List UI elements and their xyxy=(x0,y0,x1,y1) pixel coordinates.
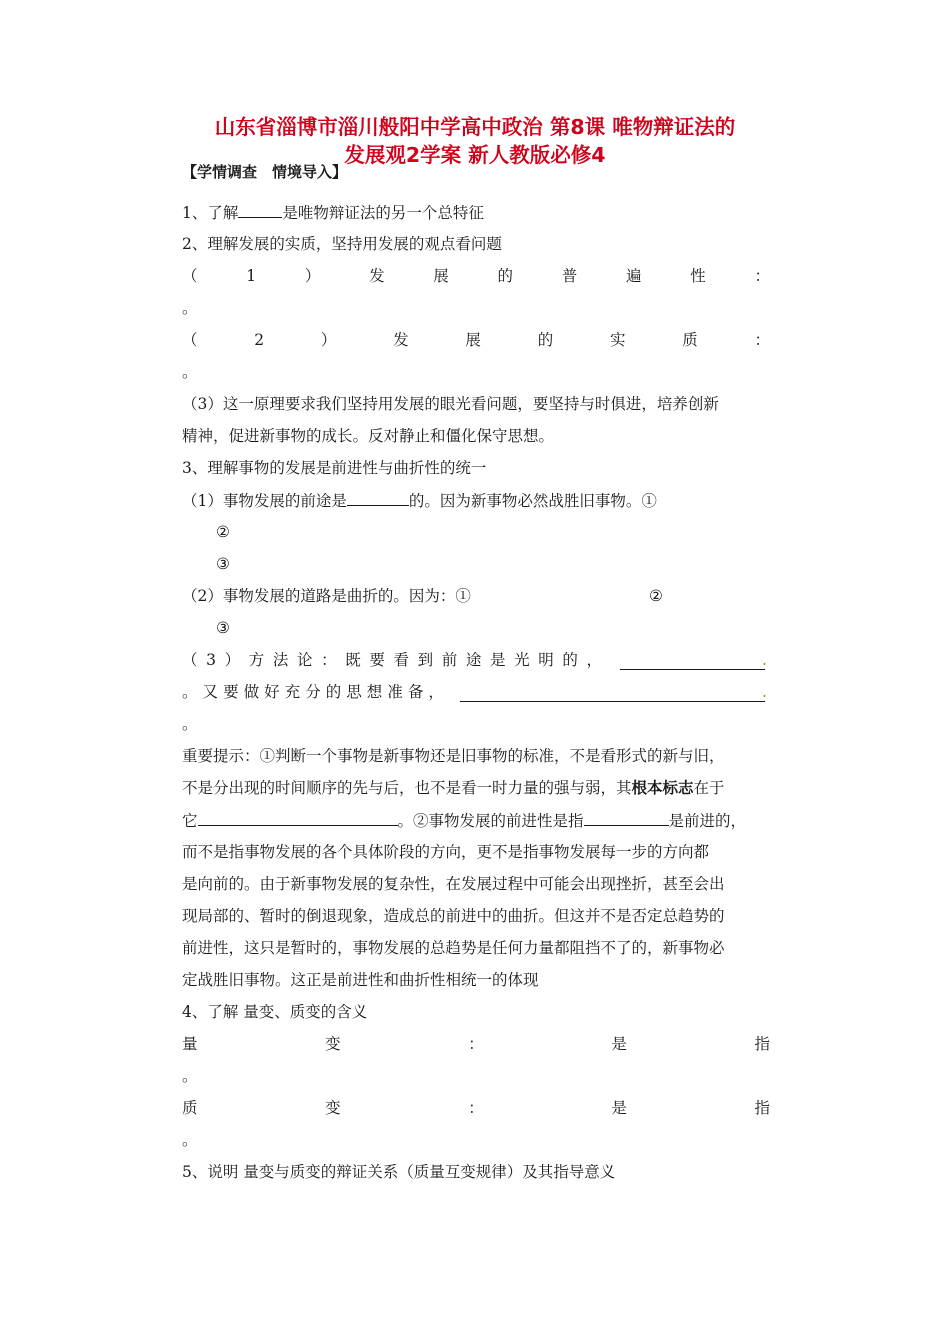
tip-blank1[interactable] xyxy=(198,809,398,826)
q3-p3-end: 。 xyxy=(182,715,198,733)
q3-part3-line2 xyxy=(182,681,770,703)
q3-p3-line1-char: 明 xyxy=(538,651,554,669)
q2-item2-char: （ xyxy=(182,331,198,349)
q3-p3-line2-char: 充 xyxy=(284,683,301,701)
q2-item1 xyxy=(182,265,770,287)
q2-item1-char: 展 xyxy=(433,267,449,285)
q1-prefix: 1、了解 xyxy=(182,204,239,222)
tip-line6: 现局部的、暂时的倒退现象，造成总的前进中的曲折。但这并不是否定总趋势的 xyxy=(182,907,725,925)
tip-line2-pre: 不是分出现的时间顺序的先与后，也不是看一时力量的强与弱，其 xyxy=(182,779,632,797)
document-title-line2: 发展观2学案 新人教版必修4 xyxy=(344,143,606,167)
q4-liangbian xyxy=(182,1033,770,1055)
q3-p3-blank2[interactable] xyxy=(460,685,765,702)
q3-p3-line1-char: ： xyxy=(321,651,337,669)
q2-item1-char: ） xyxy=(304,267,321,285)
q3-p3-line2-char: 备 xyxy=(407,683,424,701)
q3-p3-line2-char: 。 xyxy=(182,683,198,701)
q4-liang-char: ： xyxy=(468,1035,484,1053)
q3-p3-line2-char: 思 xyxy=(346,683,362,701)
document-title-line1: 山东省淄博市淄川般阳中学高中政治 第8课 唯物辩证法的 xyxy=(214,115,736,139)
q2-item2 xyxy=(182,329,770,351)
tip-line5: 是向前的。由于新事物发展的复杂性，在发展过程中可能会出现挫折，甚至会出 xyxy=(182,875,725,893)
q2-item2-end: 。 xyxy=(182,363,198,381)
q3-p3-blank1[interactable] xyxy=(620,653,765,670)
q1-blank[interactable] xyxy=(238,201,282,218)
q3-p3-line1-char: 论 xyxy=(296,651,313,669)
question-4-title: 4、了解 量变、质变的含义 xyxy=(182,1003,368,1021)
q3-p3-line2-char: 要 xyxy=(223,683,239,701)
question-3-title: 3、理解事物的发展是前进性与曲折性的统一 xyxy=(182,459,487,477)
question-5-title: 5、说明 量变与质变的辩证关系（质量互变规律）及其指导意义 xyxy=(182,1163,616,1181)
q4-liang-char: 指 xyxy=(754,1035,770,1053)
q3-p1-prefix: （1）事物发展的前途是 xyxy=(182,492,347,510)
q3-p3-line1-char: 途 xyxy=(465,651,482,669)
q4-zhibian-end: 。 xyxy=(182,1131,198,1149)
q2-item1-char: 普 xyxy=(561,267,578,285)
q4-liang-char: 是 xyxy=(611,1035,627,1053)
q4-zhi-char: ： xyxy=(468,1099,484,1117)
q3-p3-line2-char: ， xyxy=(428,683,444,701)
tip-line1: 重要提示：①判断一个事物是新事物还是旧事物的标准，不是看形式的新与旧， xyxy=(182,747,725,765)
section-heading: 【学情调查 情境导入】 xyxy=(182,163,348,181)
tip-line4: 而不是指事物发展的各个具体阶段的方向，更不是指事物发展每一步的方向都 xyxy=(182,843,710,861)
q3-p2-circle3: ③ xyxy=(216,619,230,637)
tip-line3-a: 它 xyxy=(182,812,198,830)
tip-root-mark: 根本标志 xyxy=(631,779,694,797)
tip-line3-c: 是前进的， xyxy=(668,812,747,830)
q2-item1-char: 性 xyxy=(690,267,706,285)
q3-p3-line2-char: 的 xyxy=(325,683,342,701)
q3-p3-line2-char: 分 xyxy=(305,683,321,701)
q2-item1-char: 遍 xyxy=(626,267,642,285)
q4-liang-char: 变 xyxy=(325,1035,341,1053)
tip-line3 xyxy=(182,809,770,832)
q3-p3-line1-char: 方 xyxy=(248,651,265,669)
tip-line3-b: 。②事物发展的前进性是指 xyxy=(397,812,584,830)
q2-item1-char: 发 xyxy=(369,267,385,285)
q2-item2-char: 的 xyxy=(537,331,554,349)
q3-p1-suffix: 的。因为新事物必然战胜旧事物。① xyxy=(408,492,657,510)
question-2-title: 2、理解发展的实质，坚持用发展的观点看问题 xyxy=(182,235,502,253)
q2-item2-char: 2 xyxy=(254,331,265,349)
q1-suffix: 是唯物辩证法的另一个总特征 xyxy=(282,204,484,222)
q3-p3-line1-char: 3 xyxy=(206,651,216,669)
q3-p3-line1-char: 前 xyxy=(441,651,458,669)
q3-p3-line1-char: ， xyxy=(586,651,602,669)
q3-p3-line1-char: （ xyxy=(182,651,198,669)
q4-zhi-char: 指 xyxy=(754,1099,770,1117)
q4-liangbian-end: 。 xyxy=(182,1067,198,1085)
q3-p3-line2-char: 想 xyxy=(366,683,383,701)
q3-p3-line1-char: 既 xyxy=(345,651,361,669)
tip-line7: 前进性，这只是暂时的，事物发展的总趋势是任何力量都阻挡不了的，新事物必 xyxy=(182,939,725,957)
q2-item2-char: ： xyxy=(754,331,770,349)
q3-p3-line1-char: 法 xyxy=(272,651,289,669)
tip-line2 xyxy=(182,777,770,799)
q3-p2-prefix: （2）事物发展的道路是曲折的。因为：① xyxy=(182,587,471,605)
tip-line8: 定战胜旧事物。这正是前进性和曲折性相统一的体现 xyxy=(182,971,539,989)
q4-zhibian xyxy=(182,1097,770,1119)
q4-liang-char: 量 xyxy=(182,1035,198,1053)
q2-item1-end: 。 xyxy=(182,299,198,317)
q2-item3-line1: （3）这一原理要求我们坚持用发展的眼光看问题，要坚持与时俱进，培养创新 xyxy=(182,395,719,413)
q2-item2-char: 发 xyxy=(393,331,409,349)
q3-p3-line1-char: 是 xyxy=(489,651,506,669)
q3-p1-blank[interactable] xyxy=(347,489,409,506)
q3-p3-line2-char: 做 xyxy=(243,683,260,701)
q2-item2-char: 实 xyxy=(609,331,626,349)
tip-blank2[interactable] xyxy=(584,809,669,826)
question-1 xyxy=(182,201,770,224)
q3-p3-mark1: . xyxy=(762,651,767,669)
q3-p3-line1-char: 要 xyxy=(369,651,385,669)
q3-p3-line1-char: 到 xyxy=(417,651,434,669)
q3-part2 xyxy=(182,585,770,607)
q3-p2-circle2: ② xyxy=(649,587,663,605)
q3-p3-mark2: . xyxy=(762,683,767,701)
q2-item2-char: 质 xyxy=(682,331,698,349)
q4-zhi-char: 变 xyxy=(325,1099,341,1117)
q3-p1-circle3: ③ xyxy=(216,555,230,573)
q2-item3-line2: 精神，促进新事物的成长。反对静止和僵化保守思想。 xyxy=(182,427,555,445)
q3-part1 xyxy=(182,489,770,512)
q4-zhi-char: 是 xyxy=(611,1099,627,1117)
q3-p3-line1-char: 光 xyxy=(514,651,530,669)
q3-p1-circle2: ② xyxy=(216,523,230,541)
q2-item1-char: ： xyxy=(754,267,770,285)
tip-line2-post: 在于 xyxy=(693,779,725,797)
q3-p3-line2-char: 准 xyxy=(387,683,403,701)
q3-p3-line2-char: 好 xyxy=(264,683,280,701)
q2-item1-char: （ xyxy=(182,267,198,285)
q3-p3-line1-char: ） xyxy=(224,651,241,669)
q3-p3-line2-char: 又 xyxy=(202,683,219,701)
q2-item1-char: 的 xyxy=(497,267,514,285)
q2-item1-char: 1 xyxy=(246,267,257,285)
q3-p3-line1-char: 看 xyxy=(393,651,409,669)
q2-item2-char: ） xyxy=(320,331,337,349)
q3-p3-line1-char: 的 xyxy=(562,651,578,669)
q4-zhi-char: 质 xyxy=(182,1099,198,1117)
q3-part3-line1 xyxy=(182,649,770,671)
q2-item2-char: 展 xyxy=(465,331,481,349)
